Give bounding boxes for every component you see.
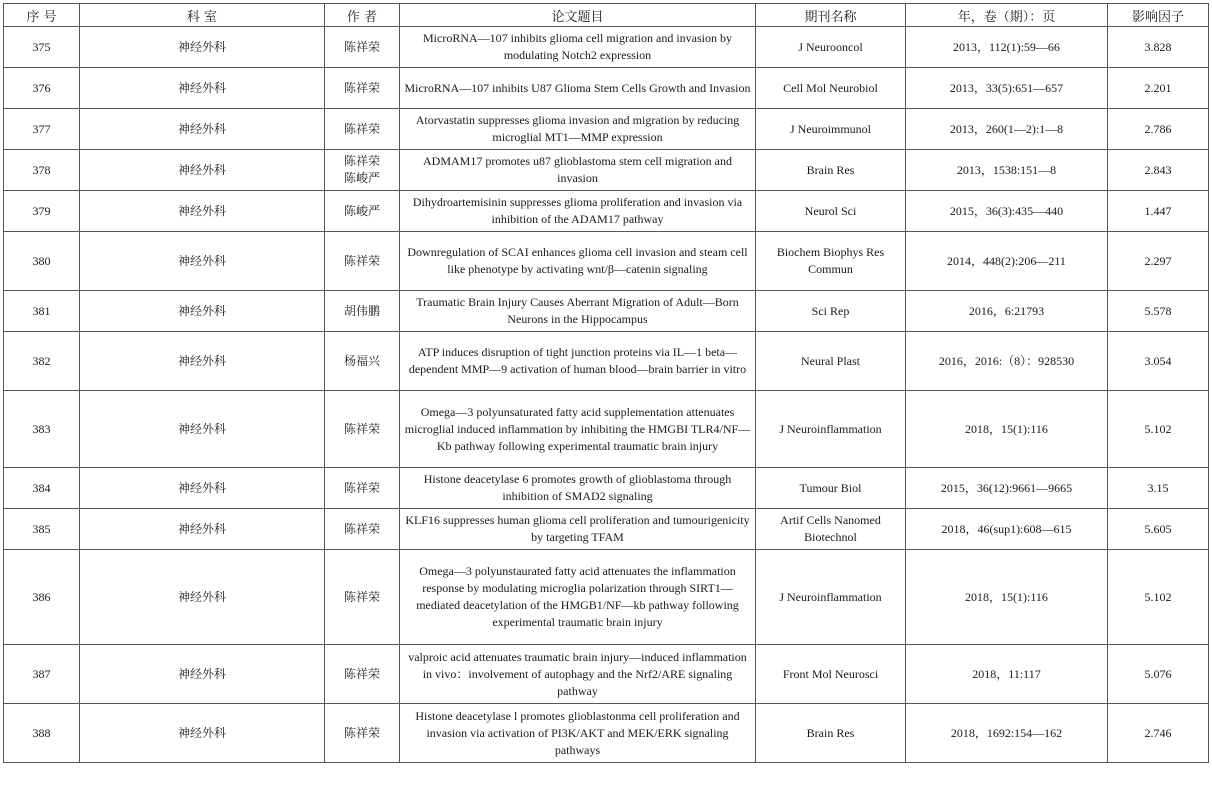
row-number: 382 (4, 332, 80, 391)
header-author: 作 者 (325, 4, 400, 27)
row-impact: 2.201 (1108, 68, 1209, 109)
author-name: 陈祥荣 (343, 253, 380, 268)
row-volume: 2018，46(sup1):608—615 (906, 509, 1108, 550)
row-impact: 5.102 (1108, 550, 1209, 645)
row-impact: 3.15 (1108, 468, 1209, 509)
row-department: 神经外科 (80, 468, 325, 509)
table-row (4, 391, 1209, 468)
row-volume: 2018，15(1):116 (906, 391, 1108, 468)
table-row (4, 27, 1209, 68)
row-impact: 5.578 (1108, 291, 1209, 332)
row-title: KLF16 suppresses human glioma cell proliferation and tumourigenicity by targeting TFAM (400, 509, 756, 550)
table-row (4, 68, 1209, 109)
author-name: 杨福兴 (343, 353, 380, 368)
row-title: ADMAM17 promotes u87 glioblastoma stem cell migration and invasion (400, 150, 756, 191)
header-title: 论文题目 (400, 4, 756, 27)
row-department: 神经外科 (80, 391, 325, 468)
row-title: Dihydroartemisinin suppresses glioma proliferation and invasion via inhibition of the ADAM17 pathway (400, 191, 756, 232)
header-journal: 期刊名称 (756, 4, 906, 27)
row-impact: 1.447 (1108, 191, 1209, 232)
row-number: 386 (4, 550, 80, 645)
table-row (4, 645, 1209, 704)
row-authors (325, 232, 400, 291)
row-impact: 3.828 (1108, 27, 1209, 68)
row-department: 神经外科 (80, 291, 325, 332)
row-department: 神经外科 (80, 191, 325, 232)
row-number: 387 (4, 645, 80, 704)
row-journal: J Neuroimmunol (756, 109, 906, 150)
row-title: Traumatic Brain Injury Causes Aberrant Migration of Adult—Born Neurons in the Hippocampus (400, 291, 756, 332)
publications-table (3, 3, 1209, 763)
row-authors (325, 191, 400, 232)
author-name: 陈祥荣 (343, 121, 380, 136)
header-no: 序 号 (4, 4, 80, 27)
row-volume: 2014，448(2):206—211 (906, 232, 1108, 291)
row-impact: 2.786 (1108, 109, 1209, 150)
table-row (4, 109, 1209, 150)
row-journal: Brain Res (756, 704, 906, 763)
table-row (4, 291, 1209, 332)
row-department: 神经外科 (80, 645, 325, 704)
row-impact: 3.054 (1108, 332, 1209, 391)
row-volume: 2013，33(5):651—657 (906, 68, 1108, 109)
row-department: 神经外科 (80, 509, 325, 550)
row-journal: J Neurooncol (756, 27, 906, 68)
author-name: 陈祥荣 (343, 666, 380, 681)
row-journal: Tumour Biol (756, 468, 906, 509)
row-volume: 2015，36(12):9661—9665 (906, 468, 1108, 509)
table-row (4, 332, 1209, 391)
row-title: Omega—3 polyunsaturated fatty acid supplementation attenuates microglial induced inflammation by inhibiting the HMGBI TLR4/NF—Kb pathway following experimental traumatic brain injury (400, 391, 756, 468)
row-title: Histone deacetylase 6 promotes growth of glioblastoma through inhibition of SMAD2 signaling (400, 468, 756, 509)
row-authors (325, 468, 400, 509)
header-dept: 科 室 (80, 4, 325, 27)
row-journal: Front Mol Neurosci (756, 645, 906, 704)
row-impact: 5.076 (1108, 645, 1209, 704)
header-impact: 影响因子 (1108, 4, 1209, 27)
row-volume: 2018，1692:154—162 (906, 704, 1108, 763)
row-impact: 2.843 (1108, 150, 1209, 191)
row-authors (325, 68, 400, 109)
row-number: 378 (4, 150, 80, 191)
row-department: 神经外科 (80, 109, 325, 150)
author-name: 陈峻严 (343, 203, 380, 218)
row-authors (325, 332, 400, 391)
row-journal: J Neuroinflammation (756, 550, 906, 645)
header-volume: 年，卷（期）：页 (906, 4, 1108, 27)
row-title: Downregulation of SCAI enhances glioma cell invasion and steam cell like phenotype by activating wnt/β—catenin signaling (400, 232, 756, 291)
row-department: 神经外科 (80, 68, 325, 109)
row-department: 神经外科 (80, 704, 325, 763)
row-impact: 5.605 (1108, 509, 1209, 550)
row-title: Omega—3 polyunstaurated fatty acid attenuates the inflammation response by modulating microglia polarization through SIRT1—mediated deacetylation of the HMGB1/NF—kb pathway following experimental traumatic brain injury (400, 550, 756, 645)
author-name: 陈祥荣 (343, 421, 380, 436)
author-name: 胡伟鹏 (343, 303, 380, 318)
row-title: MicroRNA—107 inhibits glioma cell migration and invasion by modulating Notch2 expression (400, 27, 756, 68)
author-name: 陈峻严 (343, 171, 380, 185)
row-journal: Neural Plast (756, 332, 906, 391)
row-volume: 2015，36(3):435—440 (906, 191, 1108, 232)
row-number: 377 (4, 109, 80, 150)
row-title: ATP induces disruption of tight junction proteins via IL—1 beta—dependent MMP—9 activation of human blood—brain barrier in vitro (400, 332, 756, 391)
row-impact: 2.297 (1108, 232, 1209, 291)
row-department: 神经外科 (80, 550, 325, 645)
row-number: 383 (4, 391, 80, 468)
row-number: 379 (4, 191, 80, 232)
row-number: 381 (4, 291, 80, 332)
table-row (4, 468, 1209, 509)
table-row (4, 550, 1209, 645)
row-volume: 2016，2016:（8）：928530 (906, 332, 1108, 391)
row-journal: J Neuroinflammation (756, 391, 906, 468)
author-name: 陈祥荣 (343, 39, 380, 54)
author-name: 陈祥荣 (343, 725, 380, 740)
row-authors (325, 509, 400, 550)
author-name: 陈祥荣 (343, 154, 380, 168)
row-department: 神经外科 (80, 332, 325, 391)
row-number: 388 (4, 704, 80, 763)
row-volume: 2018，11:117 (906, 645, 1108, 704)
row-number: 375 (4, 27, 80, 68)
row-authors (325, 704, 400, 763)
header-row (4, 4, 1209, 27)
row-volume: 2013，260(1—2):1—8 (906, 109, 1108, 150)
row-impact: 5.102 (1108, 391, 1209, 468)
row-number: 376 (4, 68, 80, 109)
row-journal: Artif Cells Nanomed Biotechnol (756, 509, 906, 550)
row-number: 385 (4, 509, 80, 550)
author-name: 陈祥荣 (343, 589, 380, 604)
row-impact: 2.746 (1108, 704, 1209, 763)
row-department: 神经外科 (80, 27, 325, 68)
row-authors (325, 550, 400, 645)
row-journal: Biochem Biophys Res Commun (756, 232, 906, 291)
table-row (4, 232, 1209, 291)
row-volume: 2016，6:21793 (906, 291, 1108, 332)
row-authors (325, 150, 400, 191)
row-title: valproic acid attenuates traumatic brain injury—induced inflammation in vivo：involvement of autophagy and the Nrf2/ARE signaling pathway (400, 645, 756, 704)
row-journal: Neurol Sci (756, 191, 906, 232)
row-authors (325, 291, 400, 332)
row-department: 神经外科 (80, 232, 325, 291)
row-authors (325, 391, 400, 468)
table-row (4, 150, 1209, 191)
author-name: 陈祥荣 (343, 480, 380, 495)
row-authors (325, 27, 400, 68)
row-department: 神经外科 (80, 150, 325, 191)
row-journal: Brain Res (756, 150, 906, 191)
table-row (4, 704, 1209, 763)
row-title: Atorvastatin suppresses glioma invasion and migration by reducing microglial MT1—MMP expression (400, 109, 756, 150)
row-number: 384 (4, 468, 80, 509)
row-authors (325, 109, 400, 150)
table-row (4, 191, 1209, 232)
row-title: Histone deacetylase l promotes glioblastonma cell proliferation and invasion via activation of PI3K/AKT and MEK/ERK signaling pathways (400, 704, 756, 763)
author-name: 陈祥荣 (343, 80, 380, 95)
table-row (4, 509, 1209, 550)
row-title: MicroRNA—107 inhibits U87 Glioma Stem Cells Growth and Invasion (400, 68, 756, 109)
row-journal: Sci Rep (756, 291, 906, 332)
row-volume: 2013，1538:151—8 (906, 150, 1108, 191)
row-volume: 2013，112(1):59—66 (906, 27, 1108, 68)
row-authors (325, 645, 400, 704)
row-number: 380 (4, 232, 80, 291)
row-journal: Cell Mol Neurobiol (756, 68, 906, 109)
author-name: 陈祥荣 (343, 521, 380, 536)
row-volume: 2018，15(1):116 (906, 550, 1108, 645)
